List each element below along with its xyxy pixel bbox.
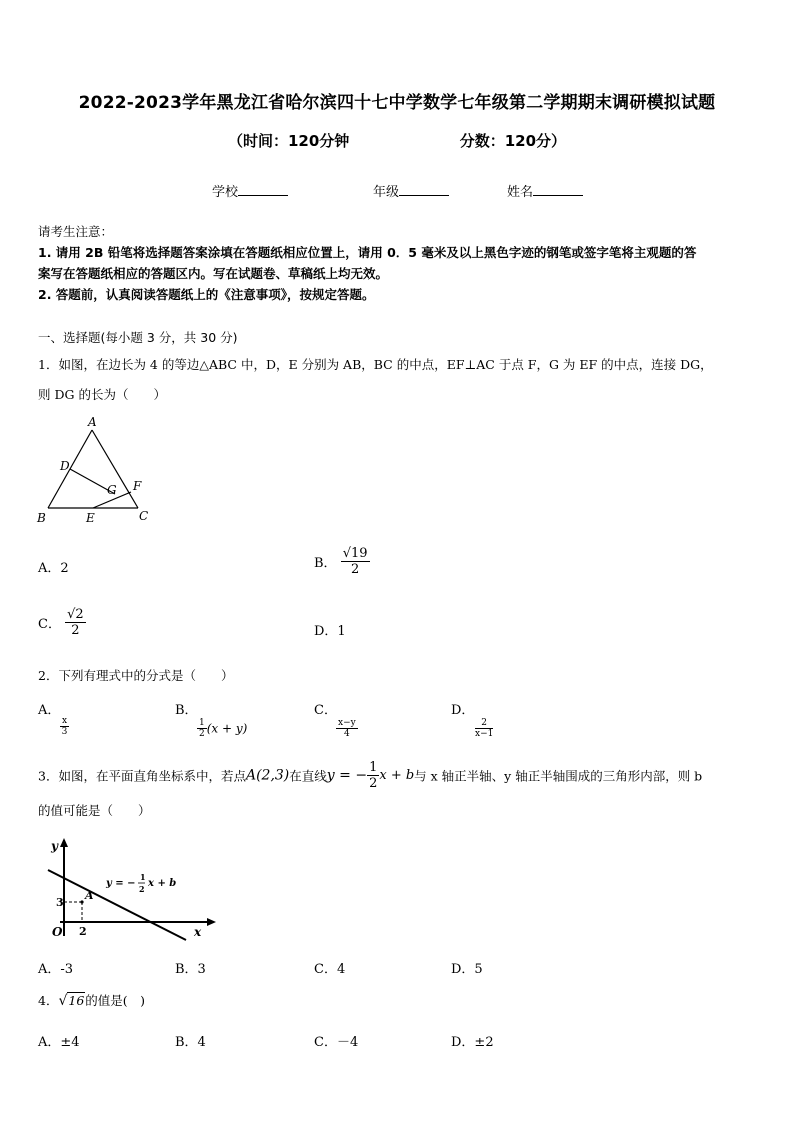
- label-e: E: [86, 511, 95, 525]
- grade-field[interactable]: 年级: [373, 181, 449, 200]
- q3-option-d[interactable]: D．5: [451, 962, 483, 977]
- tick-2-label: 2: [79, 925, 87, 938]
- q2-option-d[interactable]: D． $\frac{2}{x-1}$: [451, 703, 494, 739]
- axis-x-label: x: [194, 925, 202, 939]
- school-field[interactable]: 学校: [212, 181, 288, 200]
- q2-option-a[interactable]: A． $\frac{x}{3}$: [38, 703, 68, 737]
- q4-option-a[interactable]: A．±4: [38, 1035, 80, 1050]
- q2-option-c[interactable]: C． $\frac{x-y}{4}$: [314, 703, 356, 739]
- q1-option-d[interactable]: D．1: [314, 624, 346, 639]
- line-eq-left: y = −: [106, 878, 136, 889]
- q2-stem: 2．下列有理式中的分式是（ ）: [38, 668, 234, 683]
- page-title: 2022-2023学年黑龙江省哈尔滨四十七中学数学七年级第二学期期末调研模拟试题: [78, 93, 716, 113]
- section-heading: 一、选择题(每小题 3 分，共 30 分): [38, 330, 238, 345]
- q1-triangle-figure: [34, 412, 164, 527]
- q1-stem-line1: 1．如图，在边长为 4 的等边△ABC 中，D，E 分别为 AB，BC 的中点，EF⊥AC 于点 F，G 为 EF 的中点，连接 DG，: [38, 357, 713, 372]
- q1-stem-line2: 则 DG 的长为（ ）: [38, 387, 166, 402]
- q4-option-d[interactable]: D．±2: [451, 1035, 494, 1050]
- q3-option-c[interactable]: C．4: [314, 962, 346, 977]
- exam-time: （时间：120分钟: [227, 132, 350, 150]
- point-a-label: A: [85, 889, 94, 902]
- label-f: F: [133, 479, 142, 493]
- sqrt-icon: √: [58, 993, 68, 1009]
- line-eq-right: x + b: [148, 878, 177, 889]
- q3-option-b[interactable]: B．3: [175, 962, 206, 977]
- q3-option-a[interactable]: A．-3: [38, 962, 74, 977]
- q4-option-b[interactable]: B．4: [175, 1035, 206, 1050]
- notice-heading: 请考生注意：: [38, 224, 114, 239]
- q4-option-c[interactable]: C．－4: [314, 1035, 359, 1050]
- origin-label: O: [52, 925, 63, 939]
- label-c: C: [139, 509, 149, 523]
- label-a: A: [88, 415, 97, 429]
- label-d: D: [60, 459, 70, 473]
- q3-graph-figure: [44, 836, 216, 944]
- q1-option-a[interactable]: A．2: [38, 561, 69, 576]
- label-b: B: [37, 511, 46, 525]
- q3-stem-line1: 3．如图，在平面直角坐标系中，若点A(2,3)在直线y = − $\frac{1}{2}$ x + b与 x 轴正半轴、y 轴正半轴围成的三角形内部，则 b: [38, 760, 703, 791]
- line-eq-num: 1: [140, 872, 146, 882]
- exam-score: 分数：120分）: [459, 132, 567, 150]
- name-field[interactable]: 姓名: [507, 181, 583, 200]
- axis-y-label: y: [51, 839, 58, 853]
- label-g: G: [107, 483, 117, 497]
- exam-meta: [0, 130, 794, 151]
- q1-option-c[interactable]: C． $\frac{√2}{2}$: [38, 607, 84, 638]
- q4-stem: 4．√16的值是( ): [38, 993, 146, 1009]
- notice-line-2: 案写在答题纸相应的答题区内。写在试题卷、草稿纸上均无效。: [38, 266, 389, 281]
- notice-line-1: 1. 请用 2B 铅笔将选择题答案涂填在答题纸相应位置上，请用 0．5 毫米及以上黑色字迹的钢笔或签字笔将主观题的答: [38, 245, 697, 260]
- q1-option-b[interactable]: B． $\frac{√19}{2}$: [314, 546, 368, 577]
- notice: [38, 221, 758, 305]
- notice-line-3: 2. 答题前，认真阅读答题纸上的《注意事项》，按规定答题。: [38, 287, 375, 302]
- line-eq-den: 2: [139, 884, 145, 894]
- tick-3-label: 3: [56, 896, 64, 909]
- q3-stem-line2: 的值可能是（ ）: [38, 803, 151, 818]
- q2-option-b[interactable]: B． $\frac{1}{2}$ (x + y): [175, 703, 248, 739]
